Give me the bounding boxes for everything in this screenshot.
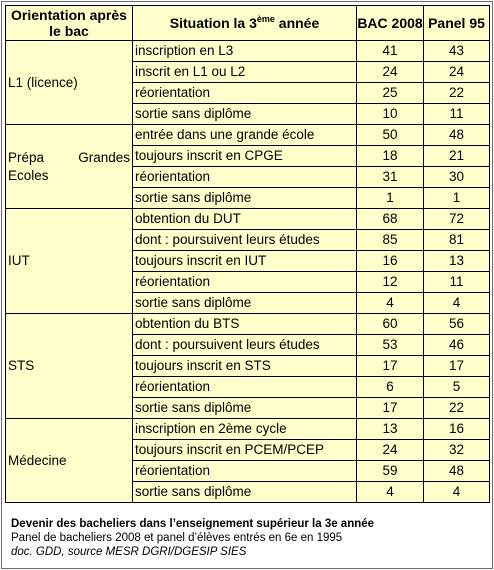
category-cell <box>6 209 133 314</box>
bac2008-cell: 16 <box>357 251 424 272</box>
bac2008-cell: 24 <box>357 62 424 83</box>
bac2008-cell: 59 <box>357 461 424 482</box>
table-row <box>6 419 490 440</box>
bac2008-cell: 50 <box>357 125 424 146</box>
bac2008-cell: 60 <box>357 314 424 335</box>
situation-cell: obtention du DUT <box>133 209 357 230</box>
category-cell <box>6 41 133 125</box>
panel95-cell: 4 <box>424 293 490 314</box>
bac2008-cell: 25 <box>357 83 424 104</box>
header-panel95: Panel 95 <box>424 6 490 41</box>
situation-cell: réorientation <box>133 461 357 482</box>
situation-cell: entrée dans une grande école <box>133 125 357 146</box>
panel95-cell: 56 <box>424 314 490 335</box>
bac2008-cell: 4 <box>357 293 424 314</box>
bac2008-cell: 13 <box>357 419 424 440</box>
panel95-cell: 5 <box>424 377 490 398</box>
panel95-cell: 43 <box>424 41 490 62</box>
bac2008-cell: 53 <box>357 335 424 356</box>
panel95-cell: 24 <box>424 62 490 83</box>
bac2008-cell: 17 <box>357 356 424 377</box>
bac2008-cell: 18 <box>357 146 424 167</box>
situation-cell: sortie sans diplôme <box>133 398 357 419</box>
table-body <box>6 41 490 503</box>
situation-cell: toujours inscrit en IUT <box>133 251 357 272</box>
panel95-cell: 4 <box>424 482 490 503</box>
bac2008-cell: 31 <box>357 167 424 188</box>
panel95-cell: 72 <box>424 209 490 230</box>
situation-cell: réorientation <box>133 167 357 188</box>
situation-cell: inscription en L3 <box>133 41 357 62</box>
category-label: Prépa Grandes Ecoles <box>8 149 130 183</box>
header-orientation: Orientation après le bac <box>6 6 133 41</box>
panel95-cell: 48 <box>424 125 490 146</box>
header-situation <box>133 6 357 41</box>
category-cell <box>6 419 133 503</box>
table-row <box>6 125 490 146</box>
category-label: L1 (licence) <box>8 74 78 90</box>
situation-cell: sortie sans diplôme <box>133 482 357 503</box>
panel95-cell: 22 <box>424 83 490 104</box>
situation-cell: réorientation <box>133 272 357 293</box>
panel95-cell: 17 <box>424 356 490 377</box>
bac2008-cell: 41 <box>357 41 424 62</box>
bac2008-cell: 68 <box>357 209 424 230</box>
panel95-cell: 48 <box>424 461 490 482</box>
panel95-cell: 1 <box>424 188 490 209</box>
category-label: Médecine <box>8 452 67 468</box>
panel95-cell: 32 <box>424 440 490 461</box>
panel95-cell: 21 <box>424 146 490 167</box>
situation-cell: réorientation <box>133 377 357 398</box>
situation-cell: inscription en 2ème cycle <box>133 419 357 440</box>
caption-subtitle: Panel de bacheliers 2008 et panel d’élèves entrés en 6e en 1995 <box>11 532 343 544</box>
bac2008-cell: 17 <box>357 398 424 419</box>
table-row <box>6 41 490 62</box>
panel95-cell: 22 <box>424 398 490 419</box>
category-label: IUT <box>8 253 30 268</box>
bac2008-cell: 10 <box>357 104 424 125</box>
caption <box>11 517 481 559</box>
situation-cell: sortie sans diplôme <box>133 188 357 209</box>
panel95-cell: 11 <box>424 104 490 125</box>
panel95-cell: 16 <box>424 419 490 440</box>
bac2008-cell: 85 <box>357 230 424 251</box>
category-label: STS <box>8 358 35 373</box>
caption-source: doc. GDD, source MESR DGRI/DGESIP SIES <box>11 546 247 558</box>
bac2008-cell: 12 <box>357 272 424 293</box>
situation-cell: inscrit en L1 ou L2 <box>133 62 357 83</box>
header-situation-superscript: ème <box>256 14 275 24</box>
situation-cell: dont : poursuivent leurs études <box>133 230 357 251</box>
situation-cell: toujours inscrit en PCEM/PCEP <box>133 440 357 461</box>
bac2008-cell: 1 <box>357 188 424 209</box>
situation-cell: réorientation <box>133 83 357 104</box>
header-situation-suffix: année <box>274 15 320 31</box>
situation-cell: sortie sans diplôme <box>133 293 357 314</box>
panel95-cell: 46 <box>424 335 490 356</box>
category-cell <box>6 314 133 419</box>
situation-cell: toujours inscrit en STS <box>133 356 357 377</box>
results-table <box>5 5 490 503</box>
table-row <box>6 209 490 230</box>
category-cell <box>6 125 133 209</box>
situation-cell: dont : poursuivent leurs études <box>133 335 357 356</box>
header-situation-prefix: Situation la 3 <box>169 15 257 31</box>
figure-frame <box>1 1 493 569</box>
table-row <box>6 314 490 335</box>
panel95-cell: 11 <box>424 272 490 293</box>
header-bac2008: BAC 2008 <box>357 6 424 41</box>
situation-cell: toujours inscrit en CPGE <box>133 146 357 167</box>
caption-title: Devenir des bacheliers dans l’enseignement supérieur la 3e année <box>11 518 375 530</box>
situation-cell: obtention du BTS <box>133 314 357 335</box>
panel95-cell: 30 <box>424 167 490 188</box>
situation-cell: sortie sans diplôme <box>133 104 357 125</box>
panel95-cell: 81 <box>424 230 490 251</box>
header-row <box>6 6 490 41</box>
bac2008-cell: 24 <box>357 440 424 461</box>
bac2008-cell: 4 <box>357 482 424 503</box>
bac2008-cell: 6 <box>357 377 424 398</box>
panel95-cell: 13 <box>424 251 490 272</box>
